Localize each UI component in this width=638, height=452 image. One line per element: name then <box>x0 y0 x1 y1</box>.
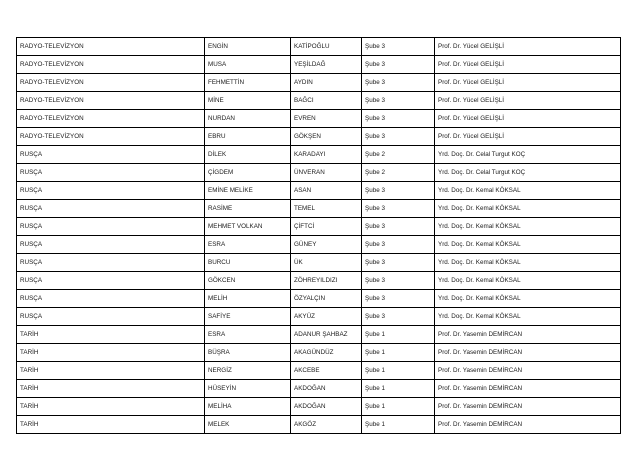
first-name-cell: ESRA <box>205 236 291 254</box>
advisor-cell: Yrd. Doç. Dr. Kemal KÖKSAL <box>435 218 621 236</box>
advisor-cell: Prof. Dr. Yücel GELİŞLİ <box>435 128 621 146</box>
department-cell: TARİH <box>17 326 205 344</box>
advisor-cell: Prof. Dr. Yasemin DEMİRCAN <box>435 344 621 362</box>
department-cell: RUSÇA <box>17 254 205 272</box>
first-name-cell: RASİME <box>205 200 291 218</box>
section-cell: Şube 3 <box>362 182 435 200</box>
department-cell: RUSÇA <box>17 308 205 326</box>
first-name-cell: MELİH <box>205 290 291 308</box>
advisor-cell: Yrd. Doç. Dr. Kemal KÖKSAL <box>435 308 621 326</box>
last-name-cell: ÇİFTCİ <box>291 218 362 236</box>
advisor-cell: Prof. Dr. Yasemin DEMİRCAN <box>435 398 621 416</box>
department-cell: TARİH <box>17 398 205 416</box>
last-name-cell: TEMEL <box>291 200 362 218</box>
last-name-cell: KARADAYI <box>291 146 362 164</box>
last-name-cell: AKAGÜNDÜZ <box>291 344 362 362</box>
section-cell: Şube 3 <box>362 92 435 110</box>
table-row <box>17 164 621 182</box>
department-cell: RUSÇA <box>17 290 205 308</box>
department-cell: RADYO-TELEVİZYON <box>17 92 205 110</box>
department-cell: TARİH <box>17 344 205 362</box>
section-cell: Şube 3 <box>362 128 435 146</box>
table-row <box>17 182 621 200</box>
first-name-cell: ENGİN <box>205 38 291 56</box>
first-name-cell: GÖKCEN <box>205 272 291 290</box>
advisor-cell: Yrd. Doç. Dr. Kemal KÖKSAL <box>435 254 621 272</box>
last-name-cell: AYDIN <box>291 74 362 92</box>
last-name-cell: ÖZYALÇIN <box>291 290 362 308</box>
table-row <box>17 380 621 398</box>
first-name-cell: MELİHA <box>205 398 291 416</box>
first-name-cell: BÜŞRA <box>205 344 291 362</box>
advisor-cell: Prof. Dr. Yasemin DEMİRCAN <box>435 362 621 380</box>
student-table-body <box>17 38 621 434</box>
table-row <box>17 416 621 434</box>
first-name-cell: NURDAN <box>205 110 291 128</box>
table-row <box>17 344 621 362</box>
section-cell: Şube 3 <box>362 254 435 272</box>
first-name-cell: DİLEK <box>205 146 291 164</box>
department-cell: RUSÇA <box>17 236 205 254</box>
department-cell: RUSÇA <box>17 200 205 218</box>
last-name-cell: AKDOĞAN <box>291 380 362 398</box>
last-name-cell: ASAN <box>291 182 362 200</box>
section-cell: Şube 3 <box>362 74 435 92</box>
table-row <box>17 290 621 308</box>
table-row <box>17 218 621 236</box>
advisor-cell: Prof. Dr. Yasemin DEMİRCAN <box>435 326 621 344</box>
first-name-cell: NERGİZ <box>205 362 291 380</box>
first-name-cell: MEHMET VOLKAN <box>205 218 291 236</box>
first-name-cell: SAFİYE <box>205 308 291 326</box>
advisor-cell: Yrd. Doç. Dr. Kemal KÖKSAL <box>435 182 621 200</box>
advisor-cell: Prof. Dr. Yasemin DEMİRCAN <box>435 416 621 434</box>
last-name-cell: ZÖHREYILDIZI <box>291 272 362 290</box>
table-row <box>17 362 621 380</box>
last-name-cell: YEŞİLDAĞ <box>291 56 362 74</box>
table-row <box>17 110 621 128</box>
section-cell: Şube 1 <box>362 380 435 398</box>
section-cell: Şube 3 <box>362 290 435 308</box>
advisor-cell: Yrd. Doç. Dr. Celal Turgut KOÇ <box>435 146 621 164</box>
first-name-cell: BURCU <box>205 254 291 272</box>
department-cell: TARİH <box>17 416 205 434</box>
table-row <box>17 200 621 218</box>
table-row <box>17 146 621 164</box>
department-cell: RUSÇA <box>17 146 205 164</box>
last-name-cell: GÜNEY <box>291 236 362 254</box>
department-cell: RADYO-TELEVİZYON <box>17 38 205 56</box>
first-name-cell: MELEK <box>205 416 291 434</box>
first-name-cell: FEHMETTİN <box>205 74 291 92</box>
advisor-cell: Yrd. Doç. Dr. Celal Turgut KOÇ <box>435 164 621 182</box>
table-row <box>17 128 621 146</box>
table-row <box>17 308 621 326</box>
section-cell: Şube 3 <box>362 308 435 326</box>
advisor-cell: Prof. Dr. Yücel GELİŞLİ <box>435 92 621 110</box>
advisor-cell: Yrd. Doç. Dr. Kemal KÖKSAL <box>435 236 621 254</box>
table-row <box>17 236 621 254</box>
table-row <box>17 398 621 416</box>
table-row <box>17 92 621 110</box>
section-cell: Şube 3 <box>362 200 435 218</box>
department-cell: RUSÇA <box>17 272 205 290</box>
section-cell: Şube 1 <box>362 344 435 362</box>
advisor-cell: Prof. Dr. Yücel GELİŞLİ <box>435 56 621 74</box>
first-name-cell: EBRU <box>205 128 291 146</box>
last-name-cell: AKCEBE <box>291 362 362 380</box>
student-list-sheet <box>16 37 620 434</box>
advisor-cell: Yrd. Doç. Dr. Kemal KÖKSAL <box>435 200 621 218</box>
table-row <box>17 74 621 92</box>
first-name-cell: HÜSEYİN <box>205 380 291 398</box>
last-name-cell: AKDOĞAN <box>291 398 362 416</box>
last-name-cell: BAĞCI <box>291 92 362 110</box>
first-name-cell: MUSA <box>205 56 291 74</box>
table-row <box>17 326 621 344</box>
last-name-cell: GÖKŞEN <box>291 128 362 146</box>
section-cell: Şube 2 <box>362 146 435 164</box>
last-name-cell: ÜK <box>291 254 362 272</box>
department-cell: RADYO-TELEVİZYON <box>17 110 205 128</box>
first-name-cell: ESRA <box>205 326 291 344</box>
first-name-cell: EMİNE MELİKE <box>205 182 291 200</box>
section-cell: Şube 3 <box>362 272 435 290</box>
section-cell: Şube 3 <box>362 236 435 254</box>
advisor-cell: Yrd. Doç. Dr. Kemal KÖKSAL <box>435 290 621 308</box>
advisor-cell: Yrd. Doç. Dr. Kemal KÖKSAL <box>435 272 621 290</box>
department-cell: TARİH <box>17 362 205 380</box>
last-name-cell: AKYÜZ <box>291 308 362 326</box>
section-cell: Şube 3 <box>362 110 435 128</box>
last-name-cell: ÜNVERAN <box>291 164 362 182</box>
advisor-cell: Prof. Dr. Yücel GELİŞLİ <box>435 74 621 92</box>
last-name-cell: EVREN <box>291 110 362 128</box>
section-cell: Şube 3 <box>362 218 435 236</box>
section-cell: Şube 1 <box>362 326 435 344</box>
advisor-cell: Prof. Dr. Yücel GELİŞLİ <box>435 110 621 128</box>
section-cell: Şube 3 <box>362 56 435 74</box>
advisor-cell: Prof. Dr. Yücel GELİŞLİ <box>435 38 621 56</box>
section-cell: Şube 3 <box>362 38 435 56</box>
last-name-cell: ADANUR ŞAHBAZ <box>291 326 362 344</box>
table-row <box>17 254 621 272</box>
department-cell: RUSÇA <box>17 218 205 236</box>
department-cell: TARİH <box>17 380 205 398</box>
first-name-cell: MİNE <box>205 92 291 110</box>
first-name-cell: ÇİGDEM <box>205 164 291 182</box>
table-row <box>17 272 621 290</box>
table-row <box>17 56 621 74</box>
department-cell: RADYO-TELEVİZYON <box>17 56 205 74</box>
section-cell: Şube 2 <box>362 164 435 182</box>
department-cell: RUSÇA <box>17 182 205 200</box>
section-cell: Şube 1 <box>362 362 435 380</box>
advisor-cell: Prof. Dr. Yasemin DEMİRCAN <box>435 380 621 398</box>
table-row <box>17 38 621 56</box>
last-name-cell: AKGÖZ <box>291 416 362 434</box>
department-cell: RUSÇA <box>17 164 205 182</box>
section-cell: Şube 1 <box>362 416 435 434</box>
department-cell: RADYO-TELEVİZYON <box>17 74 205 92</box>
section-cell: Şube 1 <box>362 398 435 416</box>
department-cell: RADYO-TELEVİZYON <box>17 128 205 146</box>
last-name-cell: KATİPOĞLU <box>291 38 362 56</box>
student-table <box>16 37 621 434</box>
